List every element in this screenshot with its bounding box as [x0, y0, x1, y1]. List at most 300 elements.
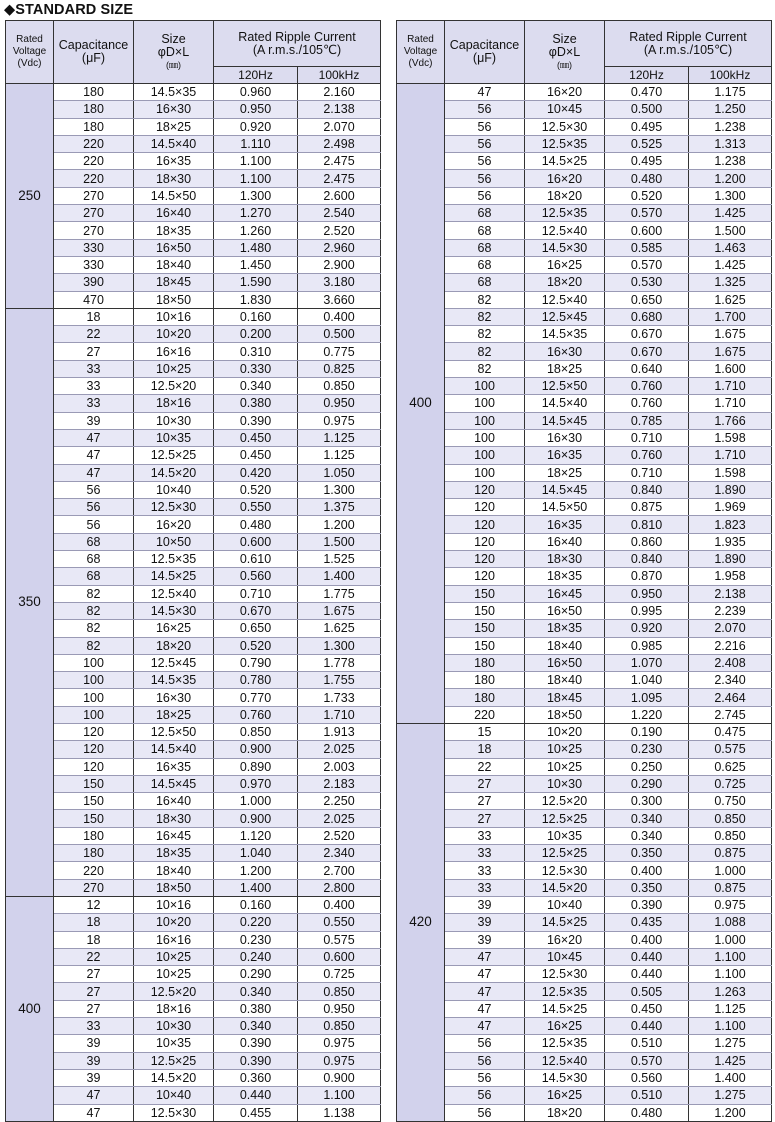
ripple-120hz-cell: 0.495 [605, 118, 689, 135]
capacitance-cell: 100 [445, 412, 525, 429]
table-row [397, 758, 772, 775]
size-cell: 12.5×30 [525, 862, 605, 879]
capacitance-cell: 82 [54, 637, 134, 654]
ripple-120hz-cell: 0.760 [605, 447, 689, 464]
ripple-120hz-cell: 0.160 [214, 308, 298, 325]
header-rated-ripple-current: Rated Ripple Current (A r.m.s./105℃) [214, 21, 381, 67]
capacitance-cell: 22 [445, 758, 525, 775]
size-cell: 12.5×30 [134, 1104, 214, 1121]
capacitance-cell: 47 [445, 1000, 525, 1017]
table-row [397, 585, 772, 602]
capacitance-cell: 150 [54, 775, 134, 792]
size-cell: 10×50 [134, 533, 214, 550]
ripple-120hz-cell: 0.570 [605, 256, 689, 273]
ripple-100khz-cell: 0.850 [689, 827, 772, 844]
size-cell: 18×35 [525, 568, 605, 585]
ripple-100khz-cell: 0.900 [298, 1069, 381, 1086]
capacitance-cell: 47 [445, 84, 525, 101]
ripple-120hz-cell: 0.390 [214, 412, 298, 429]
page-title: ◆STANDARD SIZE [4, 2, 134, 18]
ripple-120hz-cell: 0.380 [214, 395, 298, 412]
size-cell: 18×40 [525, 637, 605, 654]
capacitance-cell: 39 [54, 1052, 134, 1069]
capacitance-cell: 47 [445, 966, 525, 983]
capacitance-cell: 18 [54, 914, 134, 931]
table-row [6, 706, 381, 723]
size-cell: 14.5×35 [134, 672, 214, 689]
size-cell: 16×25 [525, 256, 605, 273]
capacitance-cell: 270 [54, 879, 134, 896]
ripple-100khz-cell: 1.500 [298, 533, 381, 550]
ripple-120hz-cell: 0.530 [605, 274, 689, 291]
capacitance-cell: 27 [445, 775, 525, 792]
ripple-120hz-cell: 1.400 [214, 879, 298, 896]
table-row [6, 360, 381, 377]
ripple-120hz-cell: 0.340 [214, 378, 298, 395]
ripple-120hz-cell: 0.600 [605, 222, 689, 239]
size-cell: 10×20 [525, 723, 605, 740]
table-row [6, 1000, 381, 1017]
ripple-120hz-cell: 0.680 [605, 308, 689, 325]
size-cell: 12.5×25 [134, 1052, 214, 1069]
table-row [397, 723, 772, 740]
capacitance-cell: 180 [445, 689, 525, 706]
table-row [397, 222, 772, 239]
left-table-panel [5, 20, 381, 1122]
ripple-120hz-cell: 0.520 [214, 637, 298, 654]
ripple-100khz-cell: 0.975 [298, 1035, 381, 1052]
ripple-120hz-cell: 1.040 [214, 845, 298, 862]
ripple-120hz-cell: 0.810 [605, 516, 689, 533]
capacitance-cell: 270 [54, 187, 134, 204]
size-cell: 14.5×45 [525, 412, 605, 429]
capacitance-cell: 27 [445, 810, 525, 827]
ripple-120hz-cell: 0.770 [214, 689, 298, 706]
capacitance-cell: 180 [54, 827, 134, 844]
ripple-120hz-cell: 1.100 [214, 170, 298, 187]
capacitance-cell: 33 [54, 378, 134, 395]
table-row [397, 810, 772, 827]
ripple-120hz-cell: 1.070 [605, 654, 689, 671]
size-cell: 10×30 [134, 412, 214, 429]
table-body [6, 84, 381, 1122]
ripple-120hz-cell: 0.950 [605, 585, 689, 602]
ripple-120hz-cell: 0.390 [214, 1052, 298, 1069]
capacitance-cell: 56 [445, 1052, 525, 1069]
ripple-120hz-cell: 0.920 [214, 118, 298, 135]
ripple-100khz-cell: 1.890 [689, 481, 772, 498]
ripple-100khz-cell: 2.745 [689, 706, 772, 723]
capacitance-cell: 47 [445, 948, 525, 965]
capacitance-cell: 150 [445, 620, 525, 637]
table-row [6, 274, 381, 291]
ripple-120hz-cell: 0.350 [605, 879, 689, 896]
size-cell: 14.5×45 [134, 775, 214, 792]
ripple-100khz-cell: 0.950 [298, 395, 381, 412]
table-row [6, 464, 381, 481]
capacitance-cell: 56 [445, 135, 525, 152]
table-row [397, 862, 772, 879]
capacitance-cell: 120 [445, 568, 525, 585]
size-cell: 10×30 [134, 1018, 214, 1035]
table-row [397, 533, 772, 550]
size-cell: 16×35 [134, 153, 214, 170]
size-cell: 14.5×50 [525, 499, 605, 516]
ripple-120hz-cell: 0.670 [605, 343, 689, 360]
ripple-100khz-cell: 1.400 [298, 568, 381, 585]
capacitance-cell: 39 [445, 914, 525, 931]
ripple-120hz-cell: 0.340 [605, 827, 689, 844]
size-cell: 14.5×25 [525, 153, 605, 170]
ripple-120hz-cell: 0.900 [214, 810, 298, 827]
ripple-100khz-cell: 2.070 [689, 620, 772, 637]
ripple-120hz-cell: 0.585 [605, 239, 689, 256]
ripple-100khz-cell: 0.850 [689, 810, 772, 827]
size-cell: 16×30 [525, 343, 605, 360]
ripple-100khz-cell: 1.425 [689, 256, 772, 273]
size-cell: 18×25 [525, 360, 605, 377]
size-cell: 14.5×40 [134, 135, 214, 152]
ripple-120hz-cell: 0.670 [214, 602, 298, 619]
ripple-100khz-cell: 2.700 [298, 862, 381, 879]
table-row [6, 654, 381, 671]
table-row [6, 896, 381, 913]
ripple-120hz-cell: 0.450 [214, 429, 298, 446]
capacitance-cell: 56 [445, 101, 525, 118]
size-cell: 16×20 [525, 84, 605, 101]
table-row [397, 205, 772, 222]
table-row [6, 1104, 381, 1121]
capacitance-cell: 56 [54, 481, 134, 498]
ripple-120hz-cell: 0.480 [605, 170, 689, 187]
capacitance-cell: 150 [54, 810, 134, 827]
capacitance-cell: 33 [54, 395, 134, 412]
capacitance-cell: 39 [54, 412, 134, 429]
ripple-100khz-cell: 1.138 [298, 1104, 381, 1121]
size-cell: 12.5×40 [525, 1052, 605, 1069]
ripple-100khz-cell: 0.625 [689, 758, 772, 775]
capacitance-cell: 56 [445, 118, 525, 135]
ripple-120hz-cell: 0.760 [605, 395, 689, 412]
table-row [397, 239, 772, 256]
ripple-100khz-cell: 1.598 [689, 464, 772, 481]
capacitance-cell: 330 [54, 239, 134, 256]
size-cell: 18×20 [134, 637, 214, 654]
size-cell: 18×35 [134, 845, 214, 862]
ripple-100khz-cell: 2.540 [298, 205, 381, 222]
size-cell: 14.5×25 [134, 568, 214, 585]
table-row [397, 983, 772, 1000]
capacitance-cell: 120 [445, 516, 525, 533]
table-row [6, 672, 381, 689]
size-cell: 14.5×35 [525, 326, 605, 343]
ripple-100khz-cell: 1.275 [689, 1087, 772, 1104]
table-row [6, 827, 381, 844]
capacitance-cell: 120 [445, 551, 525, 568]
ripple-100khz-cell: 2.340 [298, 845, 381, 862]
capacitance-cell: 33 [445, 862, 525, 879]
size-cell: 18×45 [525, 689, 605, 706]
ripple-120hz-cell: 0.455 [214, 1104, 298, 1121]
ripple-100khz-cell: 2.600 [298, 187, 381, 204]
size-cell: 10×45 [525, 948, 605, 965]
table-row [6, 412, 381, 429]
table-row [397, 395, 772, 412]
table-row [397, 1018, 772, 1035]
table-row [6, 983, 381, 1000]
ripple-current-table [5, 20, 381, 1122]
ripple-100khz-cell: 1.625 [689, 291, 772, 308]
ripple-100khz-cell: 0.400 [298, 308, 381, 325]
capacitance-cell: 82 [445, 291, 525, 308]
ripple-120hz-cell: 0.560 [605, 1069, 689, 1086]
capacitance-cell: 33 [54, 1018, 134, 1035]
size-cell: 10×25 [525, 741, 605, 758]
size-cell: 10×40 [134, 1087, 214, 1104]
table-row [397, 793, 772, 810]
ripple-120hz-cell: 0.330 [214, 360, 298, 377]
size-cell: 12.5×40 [525, 222, 605, 239]
ripple-100khz-cell: 1.275 [689, 1035, 772, 1052]
ripple-120hz-cell: 0.200 [214, 326, 298, 343]
table-row [397, 481, 772, 498]
header-100khz: 100kHz [689, 67, 772, 84]
table-row [397, 360, 772, 377]
ripple-100khz-cell: 1.200 [298, 516, 381, 533]
capacitance-cell: 82 [445, 360, 525, 377]
ripple-120hz-cell: 0.310 [214, 343, 298, 360]
ripple-100khz-cell: 1.913 [298, 723, 381, 740]
ripple-120hz-cell: 0.650 [605, 291, 689, 308]
ripple-120hz-cell: 0.360 [214, 1069, 298, 1086]
table-row [397, 896, 772, 913]
size-cell: 16×40 [525, 533, 605, 550]
ripple-120hz-cell: 1.200 [214, 862, 298, 879]
ripple-120hz-cell: 0.570 [605, 205, 689, 222]
ripple-100khz-cell: 1.125 [298, 447, 381, 464]
table-row [6, 533, 381, 550]
table-row [397, 741, 772, 758]
size-cell: 12.5×20 [134, 378, 214, 395]
table-row [6, 516, 381, 533]
table-row [6, 620, 381, 637]
capacitance-cell: 100 [445, 429, 525, 446]
table-row [6, 551, 381, 568]
ripple-120hz-cell: 0.435 [605, 914, 689, 931]
capacitance-cell: 27 [54, 1000, 134, 1017]
table-row [397, 118, 772, 135]
ripple-100khz-cell: 1.425 [689, 205, 772, 222]
ripple-100khz-cell: 1.238 [689, 118, 772, 135]
ripple-100khz-cell: 2.160 [298, 84, 381, 101]
table-row [6, 429, 381, 446]
capacitance-cell: 47 [54, 1087, 134, 1104]
capacitance-cell: 22 [54, 326, 134, 343]
header-size: Size φD×L (㎜) [525, 21, 605, 84]
ripple-120hz-cell: 0.500 [605, 101, 689, 118]
ripple-120hz-cell: 0.400 [605, 931, 689, 948]
ripple-100khz-cell: 1.700 [689, 308, 772, 325]
ripple-120hz-cell: 0.875 [605, 499, 689, 516]
size-cell: 10×25 [525, 758, 605, 775]
ripple-120hz-cell: 0.290 [214, 966, 298, 983]
size-cell: 10×20 [134, 914, 214, 931]
capacitance-cell: 68 [445, 274, 525, 291]
ripple-100khz-cell: 0.850 [298, 378, 381, 395]
table-row [6, 758, 381, 775]
size-cell: 10×25 [134, 966, 214, 983]
ripple-120hz-cell: 0.890 [214, 758, 298, 775]
size-cell: 16×20 [134, 516, 214, 533]
ripple-100khz-cell: 2.003 [298, 758, 381, 775]
capacitance-cell: 82 [445, 308, 525, 325]
ripple-120hz-cell: 0.670 [605, 326, 689, 343]
ripple-100khz-cell: 0.850 [298, 1018, 381, 1035]
capacitance-cell: 120 [445, 533, 525, 550]
ripple-100khz-cell: 2.475 [298, 153, 381, 170]
size-cell: 12.5×35 [134, 551, 214, 568]
capacitance-cell: 150 [445, 637, 525, 654]
ripple-100khz-cell: 0.475 [689, 723, 772, 740]
table-row [397, 706, 772, 723]
size-cell: 14.5×40 [525, 395, 605, 412]
capacitance-cell: 220 [54, 153, 134, 170]
ripple-100khz-cell: 1.000 [689, 931, 772, 948]
ripple-100khz-cell: 1.050 [298, 464, 381, 481]
size-cell: 18×16 [134, 1000, 214, 1017]
ripple-120hz-cell: 0.470 [605, 84, 689, 101]
ripple-100khz-cell: 2.498 [298, 135, 381, 152]
capacitance-cell: 100 [54, 706, 134, 723]
size-cell: 10×30 [525, 775, 605, 792]
ripple-100khz-cell: 1.958 [689, 568, 772, 585]
rated-voltage-cell: 250 [6, 84, 54, 309]
ripple-120hz-cell: 0.350 [605, 845, 689, 862]
ripple-100khz-cell: 1.250 [689, 101, 772, 118]
table-row [397, 568, 772, 585]
ripple-100khz-cell: 1.675 [298, 602, 381, 619]
capacitance-cell: 120 [445, 481, 525, 498]
capacitance-cell: 33 [445, 879, 525, 896]
ripple-100khz-cell: 0.550 [298, 914, 381, 931]
ripple-120hz-cell: 0.710 [605, 429, 689, 446]
table-row [397, 620, 772, 637]
table-row [397, 412, 772, 429]
size-cell: 14.5×20 [525, 879, 605, 896]
ripple-100khz-cell: 1.375 [298, 499, 381, 516]
ripple-100khz-cell: 0.875 [689, 879, 772, 896]
ripple-120hz-cell: 0.290 [605, 775, 689, 792]
ripple-100khz-cell: 1.710 [298, 706, 381, 723]
ripple-120hz-cell: 0.710 [605, 464, 689, 481]
capacitance-cell: 47 [54, 464, 134, 481]
ripple-100khz-cell: 2.464 [689, 689, 772, 706]
ripple-120hz-cell: 0.870 [605, 568, 689, 585]
ripple-100khz-cell: 1.300 [298, 637, 381, 654]
capacitance-cell: 220 [445, 706, 525, 723]
table-row [397, 845, 772, 862]
size-cell: 12.5×45 [134, 654, 214, 671]
ripple-100khz-cell: 2.475 [298, 170, 381, 187]
ripple-100khz-cell: 1.088 [689, 914, 772, 931]
size-cell: 12.5×45 [525, 308, 605, 325]
table-header [6, 21, 381, 84]
ripple-100khz-cell: 1.755 [298, 672, 381, 689]
table-row [397, 689, 772, 706]
table-row [6, 1018, 381, 1035]
table-row [6, 378, 381, 395]
ripple-120hz-cell: 1.260 [214, 222, 298, 239]
size-cell: 18×40 [134, 256, 214, 273]
ripple-120hz-cell: 0.510 [605, 1087, 689, 1104]
size-cell: 10×40 [134, 481, 214, 498]
table-row [6, 447, 381, 464]
size-cell: 10×25 [134, 360, 214, 377]
ripple-120hz-cell: 0.450 [605, 1000, 689, 1017]
ripple-100khz-cell: 1.775 [298, 585, 381, 602]
ripple-100khz-cell: 1.000 [689, 862, 772, 879]
size-cell: 18×40 [525, 672, 605, 689]
ripple-120hz-cell: 0.190 [605, 723, 689, 740]
table-row [6, 948, 381, 965]
table-body [397, 84, 772, 1122]
table-row [397, 602, 772, 619]
capacitance-cell: 390 [54, 274, 134, 291]
ripple-current-table [396, 20, 772, 1122]
table-row [397, 187, 772, 204]
ripple-120hz-cell: 0.400 [605, 862, 689, 879]
ripple-100khz-cell: 0.950 [298, 1000, 381, 1017]
capacitance-cell: 270 [54, 222, 134, 239]
table-row [6, 222, 381, 239]
ripple-120hz-cell: 0.760 [605, 378, 689, 395]
table-row [397, 1052, 772, 1069]
ripple-120hz-cell: 0.480 [214, 516, 298, 533]
capacitance-cell: 120 [445, 499, 525, 516]
ripple-100khz-cell: 1.525 [298, 551, 381, 568]
ripple-100khz-cell: 1.710 [689, 395, 772, 412]
size-cell: 18×30 [134, 810, 214, 827]
size-cell: 16×50 [525, 654, 605, 671]
capacitance-cell: 18 [54, 931, 134, 948]
table-row [6, 931, 381, 948]
ripple-100khz-cell: 0.725 [298, 966, 381, 983]
size-cell: 14.5×25 [525, 1000, 605, 1017]
capacitance-cell: 56 [54, 499, 134, 516]
capacitance-cell: 220 [54, 862, 134, 879]
size-cell: 18×45 [134, 274, 214, 291]
size-cell: 16×50 [134, 239, 214, 256]
ripple-120hz-cell: 0.560 [214, 568, 298, 585]
ripple-120hz-cell: 0.780 [214, 672, 298, 689]
ripple-120hz-cell: 0.790 [214, 654, 298, 671]
size-cell: 12.5×40 [134, 585, 214, 602]
ripple-120hz-cell: 0.710 [214, 585, 298, 602]
table-row [6, 914, 381, 931]
size-cell: 10×16 [134, 308, 214, 325]
size-cell: 16×25 [134, 620, 214, 637]
capacitance-cell: 56 [445, 1069, 525, 1086]
capacitance-cell: 68 [54, 533, 134, 550]
ripple-100khz-cell: 2.025 [298, 810, 381, 827]
size-cell: 18×35 [134, 222, 214, 239]
size-cell: 16×35 [525, 516, 605, 533]
table-row [6, 1069, 381, 1086]
table-row [397, 101, 772, 118]
table-row [6, 499, 381, 516]
size-cell: 14.5×30 [525, 1069, 605, 1086]
capacitance-cell: 12 [54, 896, 134, 913]
